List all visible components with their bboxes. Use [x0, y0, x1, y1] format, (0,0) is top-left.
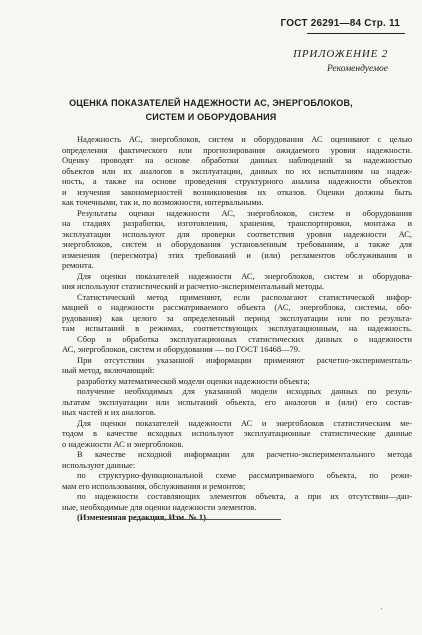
text-line: изменения (пересмотра) этих требований и (или) регламентов обслуживания и [62, 249, 412, 260]
text-line: объектов или их аналогов в эксплуатации, данных по их испытаниям на надеж- [62, 165, 412, 176]
text-line: и изучения закономерностей возникновения их отказов. Оценки должны быть [62, 186, 412, 197]
text-line: Для оценки показателей надежности АС и энергоблоков статистическим ме- [77, 417, 412, 428]
text-line: Оценку проводят на основе обработки данных наблюдений за надежностью [62, 155, 412, 165]
amendment-note: (Измененная редакция, Изм. № 1). [77, 512, 209, 522]
footnote-mark: ' [381, 608, 383, 614]
text-line: определения фактического или прогнозирования ожидаемого уровня надежности. [62, 144, 412, 155]
text-line: ность, а также на основе проведения структурного анализа надежности объектов [62, 176, 412, 186]
text-line: При отсутствии указанной информации применяют расчетно-эксперименталь- [77, 354, 412, 365]
text-line: В качестве исходной информации для расчетно-экспериментального метода [77, 449, 412, 459]
bottom-rule [133, 519, 281, 520]
text-line: по структурно-функциональной схеме рассматриваемого объекта, по режи- [77, 470, 412, 480]
appendix-note: Рекомендуемое [326, 64, 388, 74]
text-line: энергоблоков, систем и оборудования установленным требованиям, а также для [62, 239, 412, 249]
text-line: по надежности составляющих элементов объекта, а при их отсутствии—дан- [77, 491, 412, 501]
text-line: Результаты оценки надежности АС, энергоблоков, систем и оборудования [77, 207, 412, 218]
appendix-label: ПРИЛОЖЕНИЕ 2 [293, 48, 388, 60]
text-line: Надежность АС, энергоблоков, систем и оборудования АС оценивают с целью [77, 134, 412, 144]
text-line: ных частей и их аналогов. [62, 407, 156, 417]
text-line: АС, энергоблоков, систем и оборудования — по ГОСТ 16468—79. [62, 344, 301, 354]
text-line: ремонта. [62, 260, 94, 270]
text-line: ния используют статистический и расчетно-экспериментальный методы. [62, 281, 325, 291]
body-text [62, 134, 412, 523]
text-line: льтатам эксплуатации или испытаний объекта, его аналогов и (или) его состав- [62, 396, 412, 407]
text-line: Для оценки показателей надежности АС, энергоблоков, систем и оборудова- [77, 270, 412, 281]
text-line: мам его использования, обслуживания и ремонтов; [62, 480, 246, 491]
text-line: получение необходимых для указанной модели исходных данных по резуль- [77, 386, 412, 396]
text-line: используют данные: [62, 459, 136, 470]
text-line: рудования) как целого за определенный период эксплуатации или по результа- [62, 312, 412, 323]
section-title-line-2: СИСТЕМ И ОБОРУДОВАНИЯ [145, 112, 277, 122]
text-line: тодом в качестве исходных используют эксплуатационные статистические данные [62, 428, 412, 438]
text-line: на стадиях разработки, изготовления, хранения, транспортировки, монтажа и [62, 218, 412, 228]
text-line: эксплуатации используют для проверки соответствия уровня надежности АС, [62, 228, 412, 239]
text-line: о надежности АС и энергоблоков. [62, 438, 184, 449]
text-line: мацией о надежности рассматриваемого объекта (АС, энергоблока, системы, обо- [62, 302, 412, 312]
section-title-line-1: ОЦЕНКА ПОКАЗАТЕЛЕЙ НАДЕЖНОСТИ АС, ЭНЕРГОБЛОКОВ, [69, 98, 353, 108]
text-line: ные, необходимые для оценки надежности элементов. [62, 501, 257, 512]
text-line: Статистический метод применяют, если располагают статистической инфор- [77, 291, 412, 302]
header-rule [307, 33, 405, 34]
page-header: ГОСТ 26291—84 Стр. 11 [280, 18, 400, 29]
text-line: как точечными, так и, по возможности, интервальными. [62, 197, 264, 207]
text-line: там испытаний в режимах, соответствующих эксплуатационным, на надежность. [62, 323, 412, 333]
text-line: ный метод, включающий: [62, 365, 155, 375]
text-line: разработку математической модели оценки надежности объекта; [77, 375, 310, 386]
text-line: Сбор и обработка эксплуатационных статистических данных о надежности [77, 333, 412, 344]
